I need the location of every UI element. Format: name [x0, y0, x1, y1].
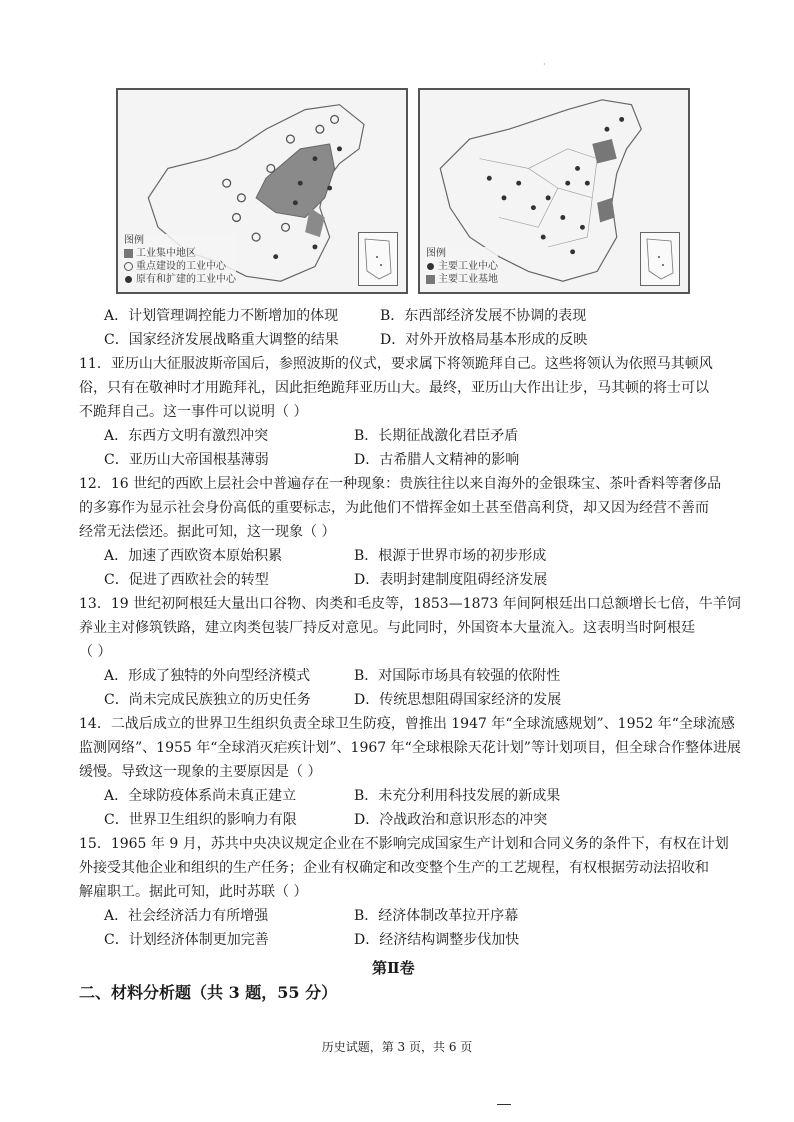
q12-stem-line-3: 经常无法偿还。据此可知，这一现象（ ） — [79, 524, 336, 540]
q11-option-c: C．亚历山大帝国根基薄弱 — [104, 452, 269, 468]
q14-stem-line-2: 监测网络”、1955 年“全球消灭疟疾计划”、1967 年“全球根除天花计划”等计划项目，但全球合作整体进展 — [79, 740, 741, 756]
q15-option-c: C．计划经济体制更加完善 — [104, 932, 269, 948]
page-mark: · — [543, 60, 546, 69]
legend-title: 图例 — [124, 235, 144, 246]
q12-stem-line-1: 12．16 世纪的西欧上层社会中普遍存在一种现象：贵族往往以来自海外的金银珠宝、茶叶香料等奢侈品 — [79, 476, 722, 492]
legend-item: 重点建设的工业中心 — [124, 260, 236, 273]
q14-stem-line-3: 缓慢。导致这一现象的主要原因是（ ） — [79, 764, 322, 780]
filled-area-icon — [124, 249, 133, 258]
map-legend — [124, 234, 236, 286]
legend-item: 主要工业基地 — [426, 273, 498, 286]
q13-stem-line-2: 养业主对修筑铁路，建立肉类包装厂持反对意见。与此同时，外国资本大量流入。这表明当时阿根廷 — [79, 620, 695, 636]
solid-dot-icon — [427, 263, 434, 270]
q12-option-c: C．促进了西欧社会的转型 — [104, 572, 269, 588]
q12-option-d: D．表明封建制度阻碍经济发展 — [354, 572, 548, 588]
industry-map-modern — [418, 88, 690, 294]
legend-item: 工业集中地区 — [124, 247, 236, 260]
legend-item: 主要工业中心 — [426, 260, 498, 273]
q12-option-b: B．根源于世界市场的初步形成 — [354, 548, 547, 564]
q15-option-b: B．经济体制改革拉开序幕 — [354, 908, 519, 924]
q10-option-c: C．国家经济发展战略重大调整的结果 — [104, 332, 339, 348]
industry-map-1950s — [116, 88, 408, 294]
q11-option-d: D．古希腊人文精神的影响 — [354, 452, 520, 468]
hollow-circle-icon — [124, 262, 133, 271]
section-title: 二、材料分析题（共 3 题，55 分） — [79, 983, 338, 1002]
q13-stem-line-1: 13．19 世纪初阿根廷大量出口谷物、肉类和毛皮等，1853—1873 年间阿根廷出口总额增长七倍，牛羊饲 — [79, 596, 741, 612]
legend-item: 原有和扩建的工业中心 — [124, 273, 236, 286]
q13-option-c: C．尚未完成民族独立的历史任务 — [104, 692, 311, 708]
q14-option-d: D．冷战政治和意识形态的冲突 — [354, 812, 548, 828]
q15-stem-line-1: 15．1965 年 9 月，苏共中央决议规定企业在不影响完成国家生产计划和合同义务的条件下，有权在计划 — [79, 836, 729, 852]
q11-option-b: B．长期征战激化君臣矛盾 — [354, 428, 519, 444]
q10-option-b: B．东西部经济发展不协调的表现 — [380, 308, 587, 324]
south-china-sea-inset — [640, 232, 680, 286]
q15-option-a: A．社会经济活力有所增强 — [104, 908, 269, 924]
solid-dot-icon — [125, 276, 132, 283]
volume-heading: 第Ⅱ卷 — [372, 959, 415, 977]
q11-stem-line-1: 11．亚历山大征服波斯帝国后，参照波斯的仪式，要求属下将领跪拜自己。这些将领认为依照马其顿风 — [79, 356, 713, 372]
page-edge-mark — [497, 1104, 511, 1105]
q14-option-c: C．世界卫生组织的影响力有限 — [104, 812, 297, 828]
q11-option-a: A．东西方文明有激烈冲突 — [104, 428, 269, 444]
q15-stem-line-3: 解雇职工。据此可知，此时苏联（ ） — [79, 884, 308, 900]
q11-stem-line-2: 俗，只有在敬神时才用跪拜礼，因此拒绝跪拜亚历山大。最终，亚历山大作出让步，马其顿的将士可以 — [79, 380, 709, 396]
filled-area-icon — [426, 275, 435, 284]
south-china-sea-inset — [358, 232, 398, 286]
q15-option-d: D．经济结构调整步伐加快 — [354, 932, 520, 948]
legend-title: 图例 — [426, 248, 446, 259]
q12-option-a: A．加速了西欧资本原始积累 — [104, 548, 283, 564]
q15-stem-line-2: 外接受其他企业和组织的生产任务；企业有权确定和改变整个生产的工艺规程，有权根据劳动法招收和 — [79, 860, 709, 876]
q11-stem-line-3: 不跪拜自己。这一事件可以说明（ ） — [79, 404, 308, 420]
q14-stem-line-1: 14．二战后成立的世界卫生组织负责全球卫生防疫，曾推出 1947 年“全球流感规划”、1952 年“全球流感 — [79, 716, 735, 732]
q13-option-a: A．形成了独特的外向型经济模式 — [104, 668, 311, 684]
q13-option-d: D．传统思想阻碍国家经济的发展 — [354, 692, 562, 708]
q14-option-a: A．全球防疫体系尚未真正建立 — [104, 788, 297, 804]
q14-option-b: B．未充分利用科技发展的新成果 — [354, 788, 561, 804]
q13-stem-line-3: （ ） — [79, 644, 112, 660]
q12-stem-line-2: 的多寡作为显示社会身份高低的重要标志，为此他们不惜挥金如土甚至借高利贷，却又因为经营不善而 — [79, 500, 709, 516]
q13-option-b: B．对国际市场具有较强的依附性 — [354, 668, 561, 684]
page-footer: 历史试题，第 3 页，共 6 页 — [321, 1040, 473, 1054]
q10-option-d: D．对外开放格局基本形成的反映 — [380, 332, 588, 348]
map-figures — [116, 88, 690, 294]
q10-option-a: A．计划管理调控能力不断增加的体现 — [104, 308, 339, 324]
map-legend — [426, 247, 498, 286]
